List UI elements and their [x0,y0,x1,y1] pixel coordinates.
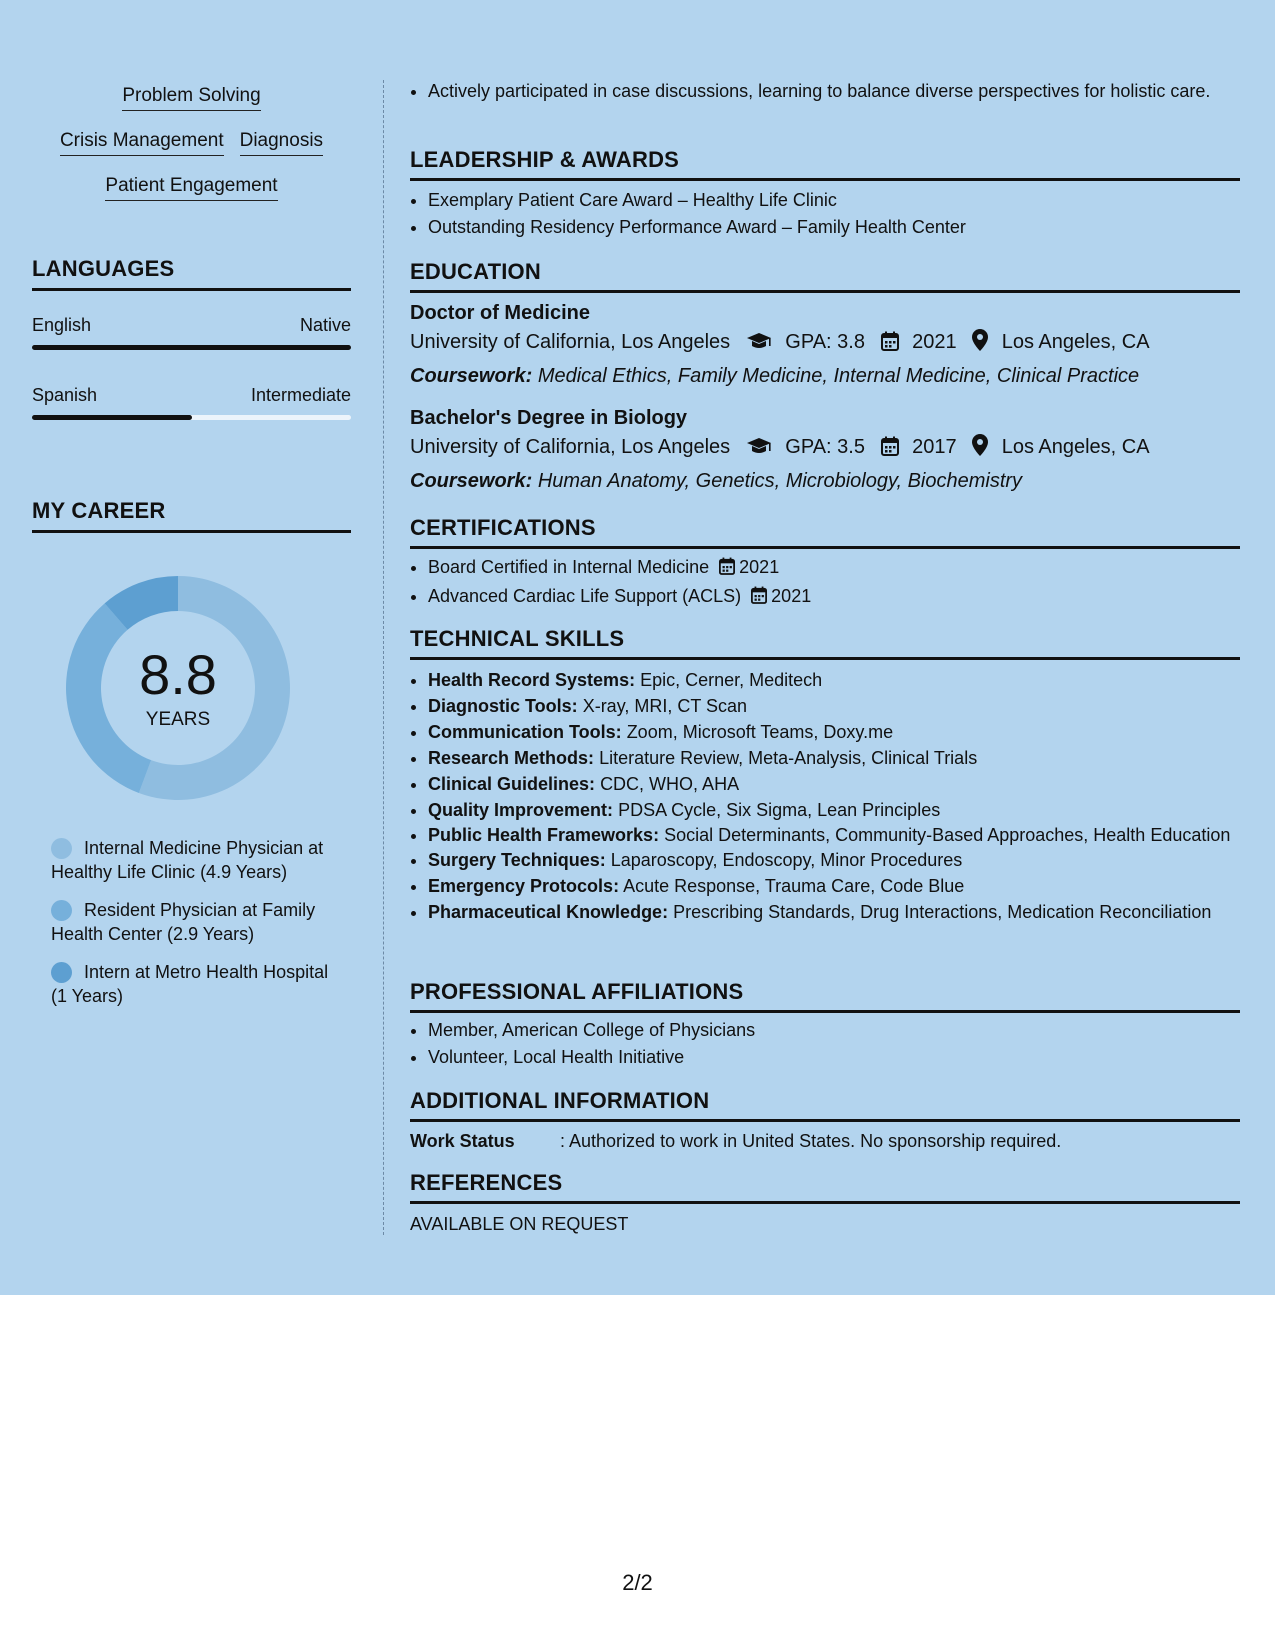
affiliations-list [410,1017,1240,1071]
award-item: • Exemplary Patient Care Award – Healthy Life Clinic [428,187,1240,214]
certification-item [428,554,1240,583]
certifications-list [410,554,1240,612]
coursework-value: Human Anatomy, Genetics, Microbiology, Biochemistry [537,470,1023,492]
coursework [410,466,1240,497]
tech-skill-label: Clinical Guidelines: [428,774,596,794]
graduation-cap-icon [746,330,772,361]
legend-label: Intern at Metro Health Hospital (1 Years) [51,962,329,1006]
tech-skill-label: Research Methods: [428,748,595,768]
tech-skill-item [428,667,1240,693]
technical-skills-heading: TECHNICAL SKILLS [410,626,1240,660]
page-number: 2/2 [622,1570,653,1595]
tech-skill-label: Communication Tools: [428,722,622,742]
degree-title: Bachelor's Degree in Biology [410,407,688,429]
tech-skill-label: Pharmaceutical Knowledge: [428,902,669,922]
career-total-value: 8.8 [139,643,217,706]
language-level: Intermediate [250,385,351,405]
certification-year: 2021 [739,557,780,577]
language-level: Native [299,315,351,335]
education-meta [410,327,1240,361]
education-location: Los Angeles, CA [1001,331,1150,353]
skill-tag: Diagnosis [240,129,323,156]
tech-skill-item [428,719,1240,745]
location-pin-icon [972,434,988,466]
skill-tag: Patient Engagement [105,174,277,201]
career-legend [51,836,341,1022]
tech-skill-item [428,771,1240,797]
award-item: • Outstanding Residency Performance Award – Family Health Center [428,214,1240,241]
tech-skill-value: X-ray, MRI, CT Scan [582,696,748,716]
languages-heading: LANGUAGES [32,256,351,291]
calendar-icon [751,585,767,612]
tech-skill-item [428,823,1240,847]
leadership-heading: LEADERSHIP & AWARDS [410,147,1240,181]
column-divider [383,80,384,1235]
language-name: English [32,315,92,335]
tech-skill-value: Literature Review, Meta-Analysis, Clinical Trials [599,748,978,768]
language-proficiency-bar [32,345,351,350]
graduation-cap-icon [746,435,772,466]
language-name: Spanish [32,385,98,405]
tech-skill-label: Surgery Techniques: [428,850,606,870]
tech-skill-value: Social Determinants, Community-Based Approaches, Health Education [664,825,1231,845]
calendar-icon [719,556,735,583]
graduation-year: 2017 [912,436,957,458]
tech-skill-value: Laparoscopy, Endoscopy, Minor Procedures [610,850,963,870]
career-total-unit: YEARS [145,709,211,730]
coursework-label: Coursework: [410,365,533,387]
tech-skill-item [428,847,1240,873]
language-proficiency-bar [32,415,351,420]
education-meta [410,432,1240,466]
tech-skill-label: Health Record Systems: [428,670,636,690]
certification-item [428,583,1240,612]
references-heading: REFERENCES [410,1170,1240,1204]
certification-name: Advanced Cardiac Life Support (ACLS) [428,586,742,606]
legend-item [51,960,341,1008]
tech-skill-label: Quality Improvement: [428,800,614,820]
skill-tag: Problem Solving [122,84,260,111]
tech-skill-label: Emergency Protocols: [428,876,620,896]
tech-skill-item [428,797,1240,823]
education-entry [410,404,1240,497]
tech-skill-item [428,693,1240,719]
technical-skills-list [410,667,1240,925]
legend-label: Resident Physician at Family Health Center (2.9 Years) [51,900,316,944]
coursework-value: Medical Ethics, Family Medicine, Internal Medicine, Clinical Practice [537,365,1140,387]
coursework-label: Coursework: [410,470,533,492]
coursework [410,361,1240,392]
location-pin-icon [972,329,988,361]
education-location: Los Angeles, CA [1001,436,1150,458]
education-entry [410,299,1240,392]
legend-item [51,836,341,884]
certification-name: Board Certified in Internal Medicine [428,557,710,577]
gpa: GPA: 3.8 [785,331,865,353]
additional-info-heading: ADDITIONAL INFORMATION [410,1088,1240,1122]
tech-skill-item [428,899,1240,925]
legend-dot [51,838,72,859]
affiliation-item: • Member, American College of Physicians [428,1017,1240,1044]
experience-bullet: • Actively participated in case discussions, learning to balance diverse perspectives for holistic care. [428,80,1240,103]
references-text: AVAILABLE ON REQUEST [410,1214,629,1234]
experience-bullets [410,80,1240,103]
work-status-value: : Authorized to work in United States. No sponsorship required. [560,1131,1062,1151]
certifications-heading: CERTIFICATIONS [410,515,1240,549]
tech-skill-label: Public Health Frameworks: [428,825,660,845]
legend-item [51,898,341,946]
tech-skill-item [428,745,1240,771]
affiliation-item: • Volunteer, Local Health Initiative [428,1044,1240,1071]
leadership-list [410,187,1240,241]
certification-year: 2021 [771,586,812,606]
tech-skill-item [428,873,1240,899]
legend-dot [51,962,72,983]
work-status-row [410,1131,1061,1152]
career-heading: MY CAREER [32,498,351,533]
education-heading: EDUCATION [410,259,1240,293]
skills-cloud [32,84,351,219]
career-donut-chart [65,575,291,801]
legend-dot [51,900,72,921]
work-status-label: Work Status [410,1131,515,1151]
tech-skill-value: Epic, Cerner, Meditech [640,670,823,690]
skill-tag: Crisis Management [60,129,224,156]
school-name: University of California, Los Angeles [410,331,731,353]
school-name: University of California, Los Angeles [410,436,731,458]
gpa: GPA: 3.5 [785,436,865,458]
graduation-year: 2021 [912,331,957,353]
tech-skill-value: Prescribing Standards, Drug Interactions, Medication Reconciliation [673,902,1212,922]
tech-skill-value: PDSA Cycle, Six Sigma, Lean Principles [618,800,941,820]
calendar-icon [881,435,899,466]
tech-skill-value: Acute Response, Trauma Care, Code Blue [623,876,965,896]
legend-label: Internal Medicine Physician at Healthy Life Clinic (4.9 Years) [51,838,324,882]
tech-skill-label: Diagnostic Tools: [428,696,578,716]
tech-skill-value: CDC, WHO, AHA [600,774,740,794]
degree-title: Doctor of Medicine [410,302,591,324]
calendar-icon [881,330,899,361]
tech-skill-value: Zoom, Microsoft Teams, Doxy.me [626,722,894,742]
affiliations-heading: PROFESSIONAL AFFILIATIONS [410,979,1240,1013]
